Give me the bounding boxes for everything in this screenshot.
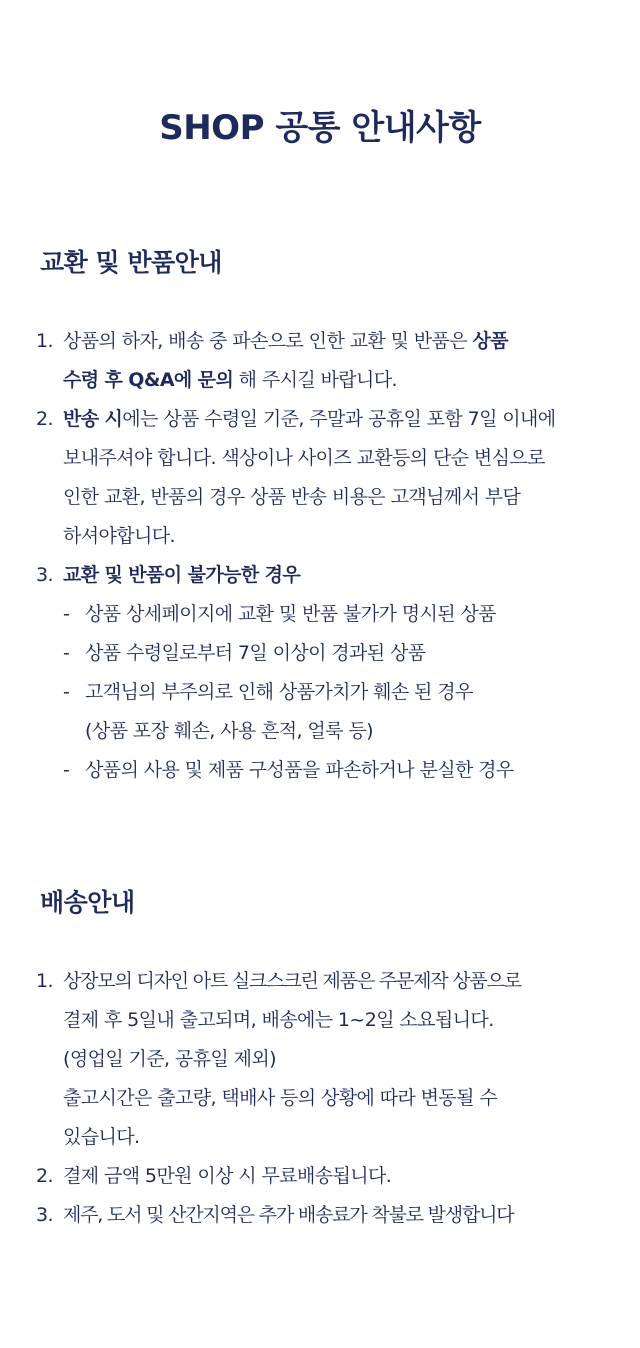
exchange-item-1: [36, 322, 616, 400]
item-line: 보내주셔야 합니다. 색상이나 사이즈 교환등의 단순 변심으로: [63, 447, 545, 469]
shipping-item-1: [36, 962, 616, 1157]
item-line: 결제 금액 5만원 이상 시 무료배송됩니다.: [63, 1165, 392, 1187]
sub-item: - 상품의 사용 및 제품 구성품을 파손하거나 분실한 경우: [36, 751, 616, 790]
shipping-item-3: [36, 1196, 616, 1235]
item-line: 상장모의 디자인 아트 실크스크린 제품은 주문제작 상품으로: [63, 970, 521, 992]
sub-item: - 상품 상세페이지에 교환 및 반품 불가가 명시된 상품: [36, 595, 616, 634]
item-number: 2.: [36, 408, 53, 430]
item-line: 출고시간은 출고량, 택배사 등의 상황에 따라 변동될 수: [63, 1087, 498, 1109]
item-line: 인한 교환, 반품의 경우 상품 반송 비용은 고객님께서 부담: [63, 486, 521, 508]
item-number: 3.: [36, 1204, 53, 1226]
shipping-list: [36, 962, 616, 1235]
bold-text: 교환 및 반품이 불가능한 경우: [63, 564, 301, 586]
item-line: 하셔야합니다.: [63, 525, 175, 547]
dash-bullet: -: [63, 642, 70, 664]
item-number: 3.: [36, 564, 53, 586]
bold-text: 반송 시: [63, 408, 123, 430]
item-line: 수령 후 Q&A에 문의 해 주시길 바랍니다.: [63, 369, 397, 391]
exchange-list: [36, 322, 616, 790]
sub-item: - 상품 수령일로부터 7일 이상이 경과된 상품: [36, 634, 616, 673]
item-number: 2.: [36, 1165, 53, 1187]
item-line: 반송 시에는 상품 수령일 기준, 주말과 공휴일 포함 7일 이내에: [63, 408, 556, 430]
exchange-heading: 교환 및 반품안내: [40, 248, 222, 277]
item-number: 1.: [36, 330, 53, 352]
dash-bullet: -: [63, 759, 70, 781]
item-line: 있습니다.: [63, 1126, 140, 1148]
item-number: 1.: [36, 970, 53, 992]
shipping-heading: 배송안내: [40, 888, 135, 917]
sub-item: - 고객님의 부주의로 인해 상품가치가 훼손 된 경우 (상품 포장 훼손, 사용 흔적, 얼룩 등): [36, 673, 616, 751]
bold-text: 상품: [472, 330, 508, 352]
item-line: (영업일 기준, 공휴일 제외): [63, 1048, 276, 1070]
dash-bullet: -: [63, 681, 70, 703]
dash-bullet: -: [63, 603, 70, 625]
exchange-item-2: [36, 400, 616, 556]
bold-text: 수령 후 Q&A에 문의: [63, 369, 234, 391]
shipping-item-2: [36, 1157, 616, 1196]
item-line: 결제 후 5일내 출고되며, 배송에는 1~2일 소요됩니다.: [63, 1009, 494, 1031]
page-title: SHOP 공통 안내사항: [159, 108, 481, 148]
exchange-item-3: [36, 556, 616, 595]
item-line: 상품의 하자, 배송 중 파손으로 인한 교환 및 반품은 상품: [63, 330, 508, 352]
item-line: 제주, 도서 및 산간지역은 추가 배송료가 착불로 발생합니다: [63, 1204, 514, 1226]
